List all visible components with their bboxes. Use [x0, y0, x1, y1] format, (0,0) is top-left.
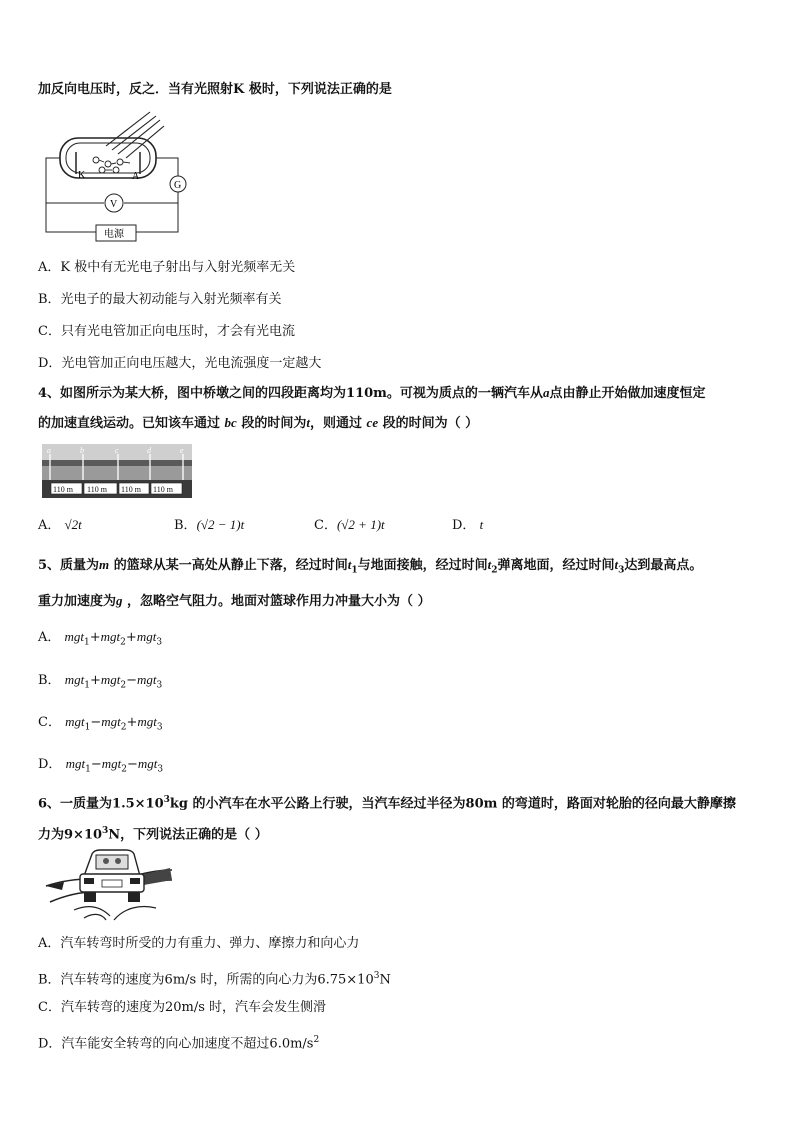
- q4-options: [38, 514, 598, 534]
- q3-option-a: A．K 极中有无光电子射出与入射光频率无关: [38, 260, 296, 275]
- q3-stem-text: 加反向电压时，反之．当有光照射K 极时，下列说法正确的是: [38, 82, 392, 97]
- bridge-figure: [42, 444, 192, 498]
- q3-option-b: B．光电子的最大初动能与入射光频率有关: [38, 292, 282, 307]
- q6-option-d: D．汽车能安全转弯的向心加速度不超过$6.0m/s^2$: [38, 1035, 320, 1052]
- q5-stem-line-1: 5、质量为m 的篮球从某一高处从静止下落，经过时间$t_1$与地面接触，经过时间$t_2$弹离地面，经过时间$t_3$达到最高点。: [38, 557, 703, 576]
- cathode-label: K: [78, 170, 86, 181]
- q4-option-d: D． t: [452, 517, 484, 533]
- bridge-point-d: d: [147, 446, 151, 455]
- car-turning-figure: [44, 846, 174, 922]
- voltmeter-label: V: [110, 199, 118, 210]
- q4-stem-line-2: 的加速直线运动。已知该车通过 bc 段的时间为t，则通过 ce 段的时间为（ ）: [38, 415, 479, 431]
- q6-option-a: A．汽车转弯时所受的力有重力、弹力、摩擦力和向心力: [38, 936, 360, 951]
- photoelectric-circuit-figure: [40, 108, 200, 248]
- q5-option-b: B． mgt$_1$+mgt$_2$−mgt$_3$: [38, 672, 163, 691]
- anode-label: A: [132, 171, 140, 182]
- bridge-point-b: b: [80, 446, 84, 455]
- bridge-span-4: 110 m: [153, 485, 173, 494]
- bridge-span-3: 110 m: [121, 485, 141, 494]
- q4-stem-line-1: 4、如图所示为某大桥，图中桥墩之间的四段距离均为110m。可视为质点的一辆汽车从a点由静止开始做加速度恒定: [38, 385, 706, 401]
- q3-option-c: C．只有光电管加正向电压时，才会有光电流: [38, 324, 295, 339]
- bridge-point-e: e: [180, 446, 184, 455]
- q5-option-c: C． mgt$_1$−mgt$_2$+mgt$_3$: [38, 714, 163, 733]
- q6-option-c: C．汽车转弯的速度为20m/s 时，汽车会发生侧滑: [38, 1000, 326, 1015]
- q6-stem-line-1: 6、一质量为$1.5\times 10^3kg$ 的小汽车在水平公路上行驶，当汽车经过半径为80m 的弯道时，路面对轮胎的径向最大静摩擦: [38, 795, 736, 812]
- galvanometer-label: G: [174, 180, 182, 191]
- bridge-point-a: a: [47, 446, 51, 455]
- q4-option-c: C．(√2 + 1)t: [314, 517, 385, 533]
- q3-option-d: D．光电管加正向电压越大，光电流强度一定越大: [38, 356, 322, 371]
- bridge-span-1: 110 m: [53, 485, 73, 494]
- q5-stem-line-2: 重力加速度为g ，忽略空气阻力。地面对篮球作用力冲量大小为（ ）: [38, 593, 431, 609]
- bridge-point-c: c: [115, 446, 119, 455]
- q6-option-b: B．汽车转弯的速度为6m/s 时，所需的向心力为$6.75\times 10^3N$: [38, 971, 391, 988]
- bridge-span-2: 110 m: [87, 485, 107, 494]
- q4-option-b: B．(√2 − 1)t: [174, 517, 245, 533]
- q4-option-a: A． √2t: [38, 517, 82, 533]
- power-source-label: 电源: [104, 229, 124, 240]
- q6-stem-line-2: 力为$9\times 10^3N$，下列说法正确的是（ ）: [38, 826, 268, 843]
- q5-option-d: D． mgt$_1$−mgt$_2$−mgt$_3$: [38, 756, 164, 775]
- q5-option-a: A． mgt$_1$+mgt$_2$+mgt$_3$: [38, 629, 163, 648]
